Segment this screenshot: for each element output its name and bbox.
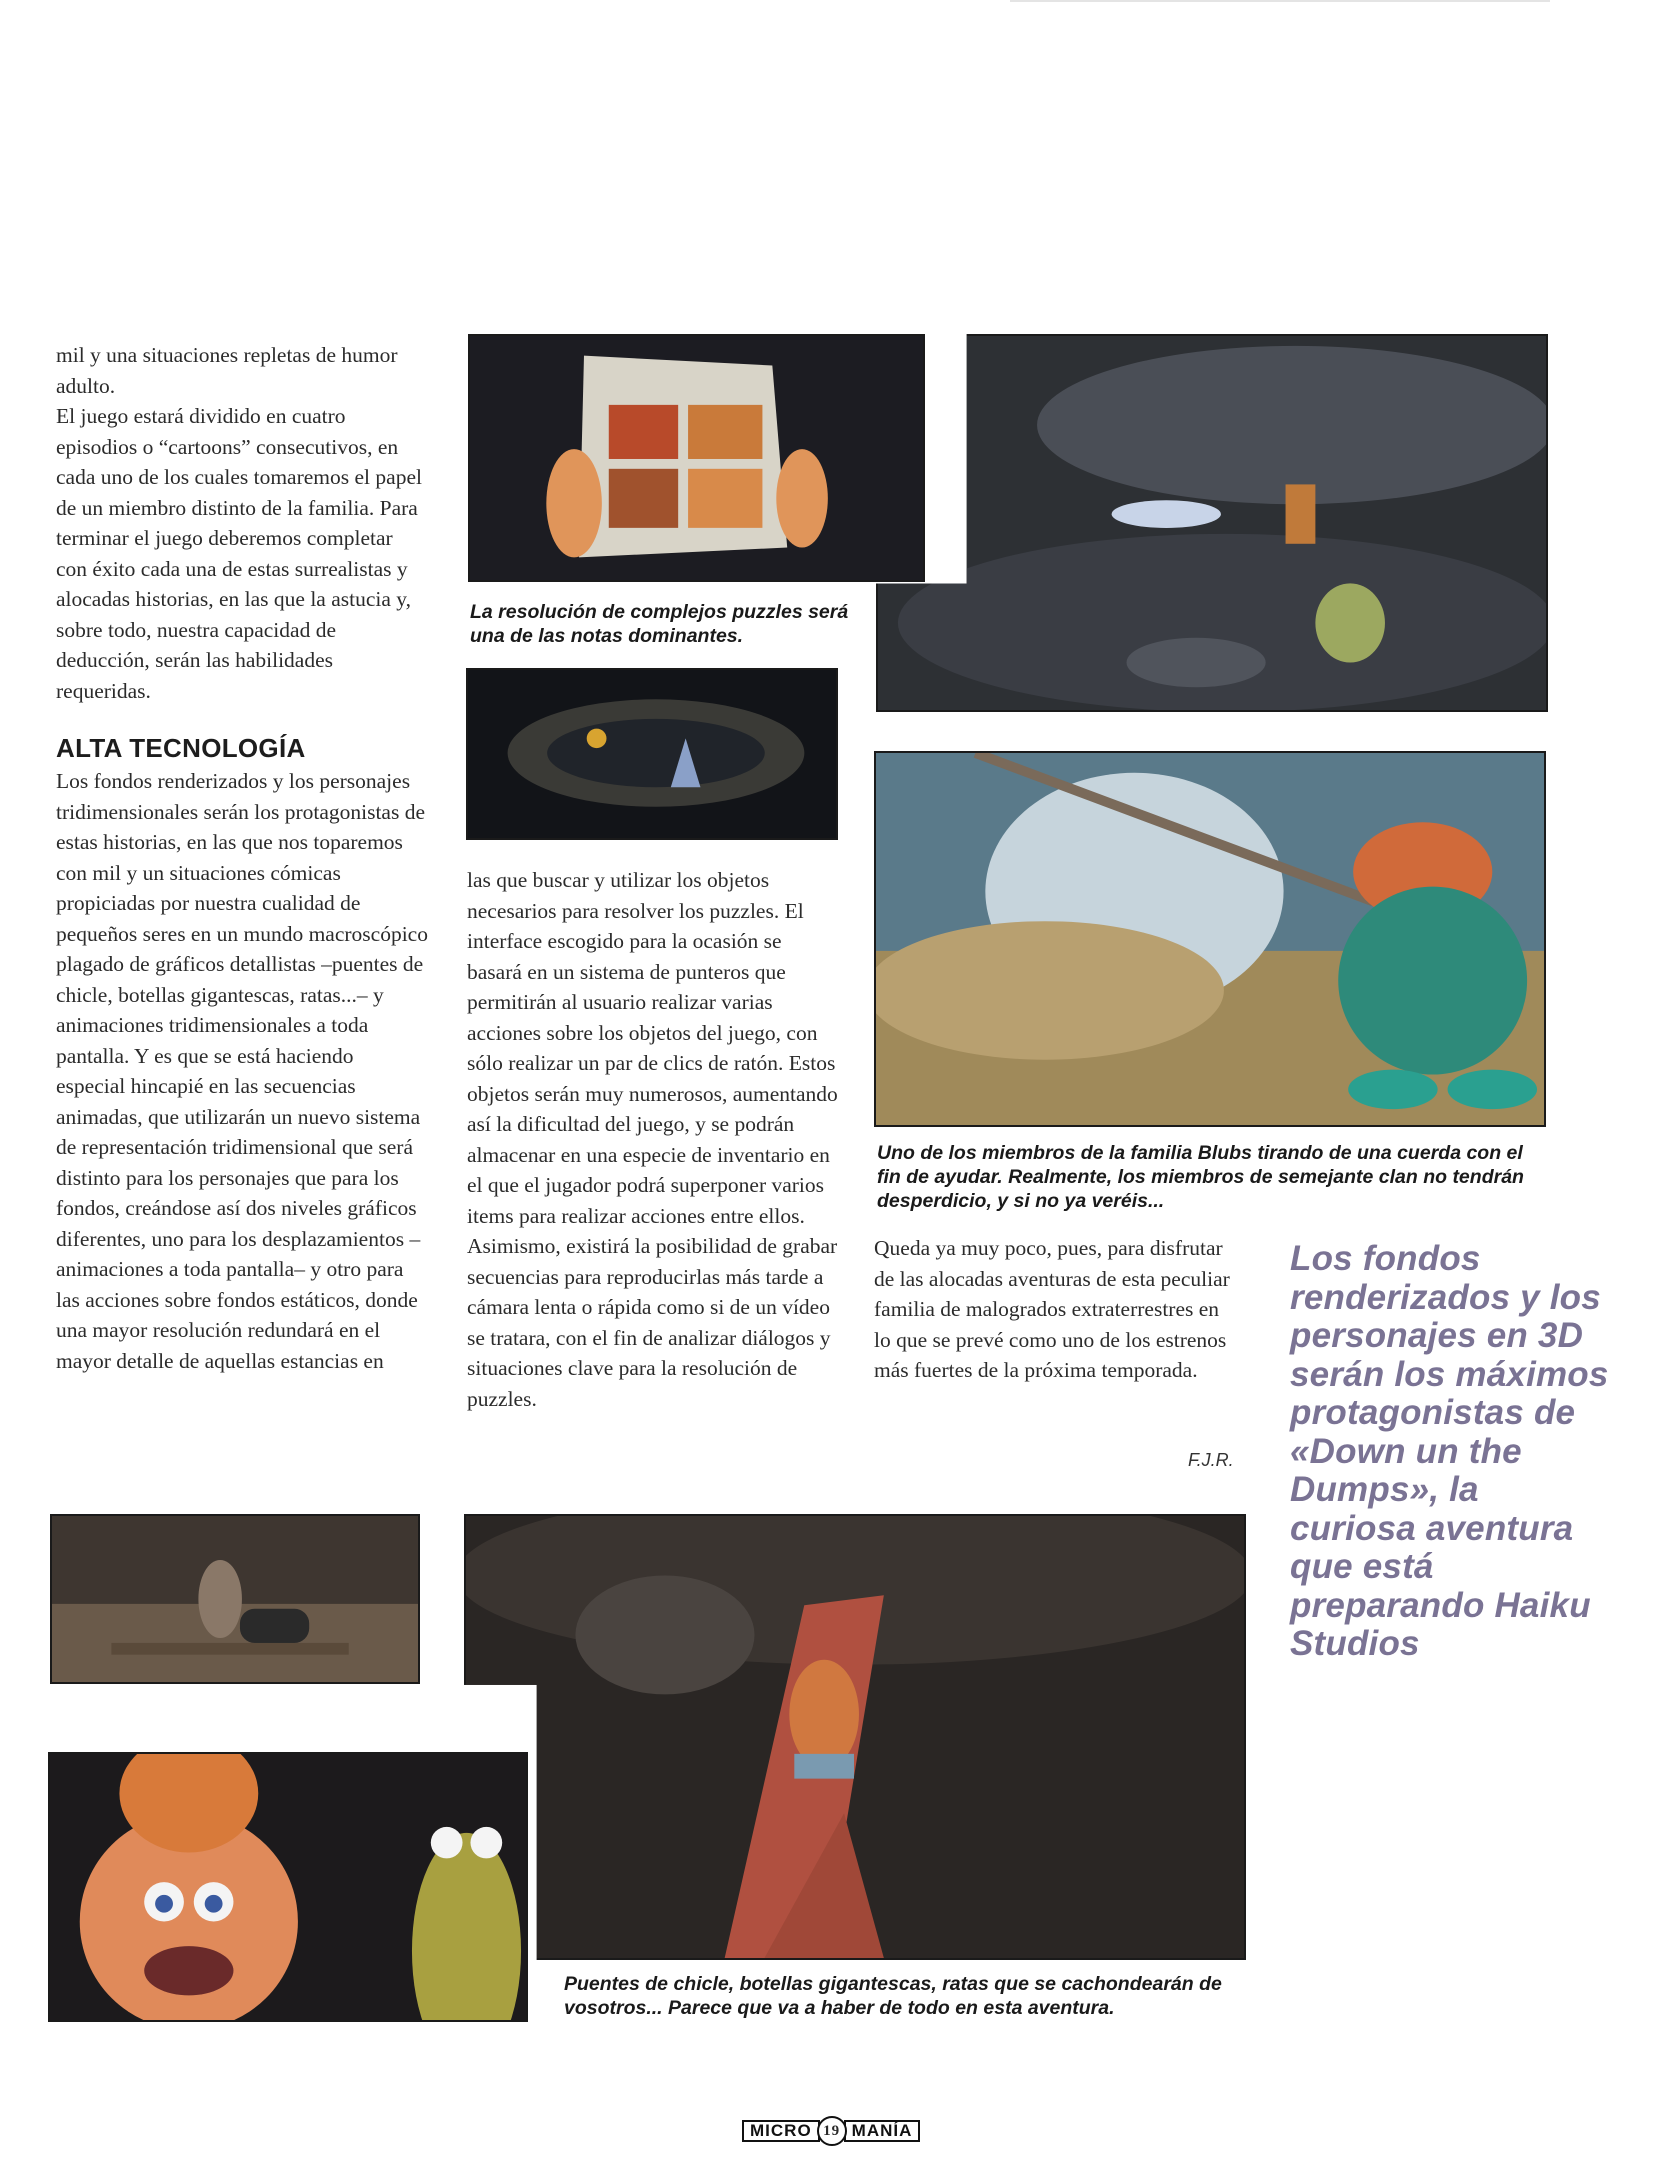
section-subheading: ALTA TECNOLOGÍA <box>56 733 306 763</box>
top-rule <box>1010 0 1550 2</box>
author-signature: F.J.R. <box>1188 1450 1234 1470</box>
footer-brand-left: MICRO <box>742 2120 820 2142</box>
photo-newspaper-puzzle <box>468 334 925 582</box>
photo-bubblegum-bridge <box>464 1514 1246 1960</box>
photo-characters-closeup <box>48 1752 528 2022</box>
col2-paragraph: las que buscar y utilizar los objetos necesarios para resolver los puzzles. El interface escogido para la ocasión se basará en un sistema de punteros que permitirán al usuario realizar varias acciones sobre los objetos del juego, con sólo realizar un par de clics de ratón. Estos objetos serán muy numerosos, aumentando así la dificultad del juego, y se podrán almacenar en una especie de inventario en el que el jugador podrá superponer varios items para realizar acciones entre ellos. <box>467 868 838 1228</box>
photo-rat-scene <box>50 1514 420 1684</box>
photo-blubs-rope <box>874 751 1546 1127</box>
col1-paragraph-2: Los fondos renderizados y los personajes tridimensionales serán los protagonistas de estas historias, en las que nos toparemos con mil y un situaciones cómicas propiciadas por nuestra cualidad de pequeños seres en un mundo macroscópico plagado de gráficos detallistas –puentes de chicle, botellas gigantescas, ratas...– y animaciones tridimensionales a toda pantalla. Y es que se está haciendo especial hincapié en las secuencias animadas, que utilizarán un nuevo sistema de representación tridimensional que será distinto para los personajes que para los fondos, creándose así dos niveles gráficos diferentes, uno para los desplazamientos –animaciones a toda pantalla– y otro para las acciones sobre fondos estáticos, donde una mayor resolución redundará en el mayor detalle de aquellas estancias en <box>56 769 428 1373</box>
text-column-2 <box>467 865 839 1414</box>
col3-paragraph: Queda ya muy poco, pues, para disfrutar de las alocadas aventuras de esta peculiar familia de malogrados extraterrestres en lo que se prevé como uno de los estrenos más fuertes de la próxima temporada. <box>874 1236 1230 1382</box>
text-column-1 <box>56 340 428 1376</box>
caption-blubs: Uno de los miembros de la familia Blubs tirando de una cuerda con el fin de ayudar. Realmente, los miembros de semejante clan no tendrán desperdicio, y si no ya veréis... <box>877 1142 1524 1212</box>
col1-paragraph: El juego estará dividido en cuatro episodios o “cartoons” consecutivos, en cada uno de los cuales tomaremos el papel de un miembro distinto de la familia. Para terminar el juego deberemos completar con éxito cada una de estas surrealistas y alocadas historias, en las que la astucia y, sobre todo, nuestra capacidad de deducción, serán las habilidades requeridas. <box>56 404 422 703</box>
caption-puzzles: La resolución de complejos puzzles será una de las notas dominantes. <box>470 601 849 647</box>
text-column-3 <box>874 1233 1239 1386</box>
page-number: 19 <box>817 2116 847 2146</box>
photo-cave-scene <box>876 334 1548 712</box>
footer-logo <box>742 2118 920 2144</box>
footer-brand-right: MANÍA <box>844 2120 921 2142</box>
photo-dark-scene <box>466 668 838 840</box>
col1-intro: mil y una situaciones repletas de humor adulto. <box>56 343 398 398</box>
pull-quote: Los fondos renderizados y los personajes en 3D serán los máximos protagonistas de «Down un the Dumps», la curiosa aventura que está preparando Haiku Studios <box>1290 1239 1609 1663</box>
caption-puentes: Puentes de chicle, botellas gigantescas, ratas que se cachondearán de vosotros... Parece que va a haber de todo en esta aventura. <box>564 1973 1222 2019</box>
col2-paragraph-2: Asimismo, existirá la posibilidad de grabar secuencias para reproducirlas más tarde a cámara lenta o rápida como si de un vídeo se tratara, con el fin de analizar diálogos y situaciones clave para la resolución de puzzles. <box>467 1234 838 1411</box>
